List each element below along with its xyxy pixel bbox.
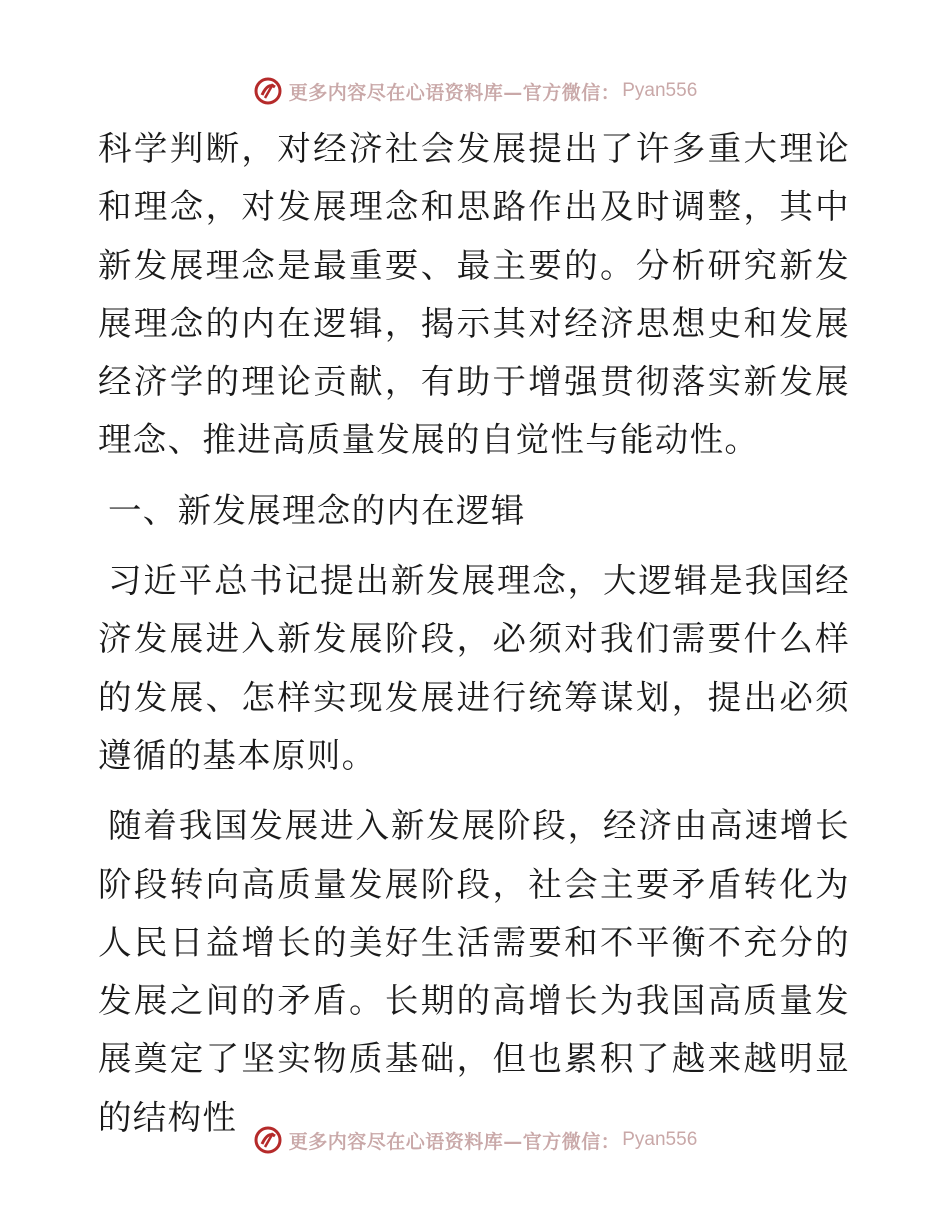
paragraph-3: 随着我国发展进入新发展阶段，经济由高速增长阶段转向高质量发展阶段，社会主要矛盾转化为人民日益增长的美好生活需要和不平衡不充分的发展之间的矛盾。长期的高增长为我国高质量发展奠定了坚实物质基础，但也累积了越来越明显的结构性 [98,806,850,1137]
paragraph-2: 习近平总书记提出新发展理念，大逻辑是我国经济发展进入新发展阶段，必须对我们需要什么样的发展、怎样实现发展进行统筹谋划，提出必须遵循的基本原则。 [98,561,850,775]
watermark-text: 更多内容尽在心语资料库—官方微信： [288,1130,621,1153]
watermark-id: Pyan556 [622,80,698,101]
header-watermark [0,74,950,108]
section-heading: 一、新发展理念的内在逻辑 [108,490,526,530]
document-body [98,120,850,1147]
watermark-text: 更多内容尽在心语资料库—官方微信： [288,81,621,104]
brand-logo-icon [253,1125,283,1155]
paragraph-1: 科学判断，对经济社会发展提出了许多重大理论和理念，对发展理念和思路作出及时调整，其中新发展理念是最重要、最主要的。分析研究新发展理念的内在逻辑，揭示其对经济思想史和发展经济学的理论贡献，有助于增强贯彻落实新发展理念、推进高质量发展的自觉性与能动性。 [98,129,850,460]
watermark-id: Pyan556 [622,1129,698,1150]
footer-watermark [0,1123,950,1157]
brand-logo-icon [253,76,283,106]
